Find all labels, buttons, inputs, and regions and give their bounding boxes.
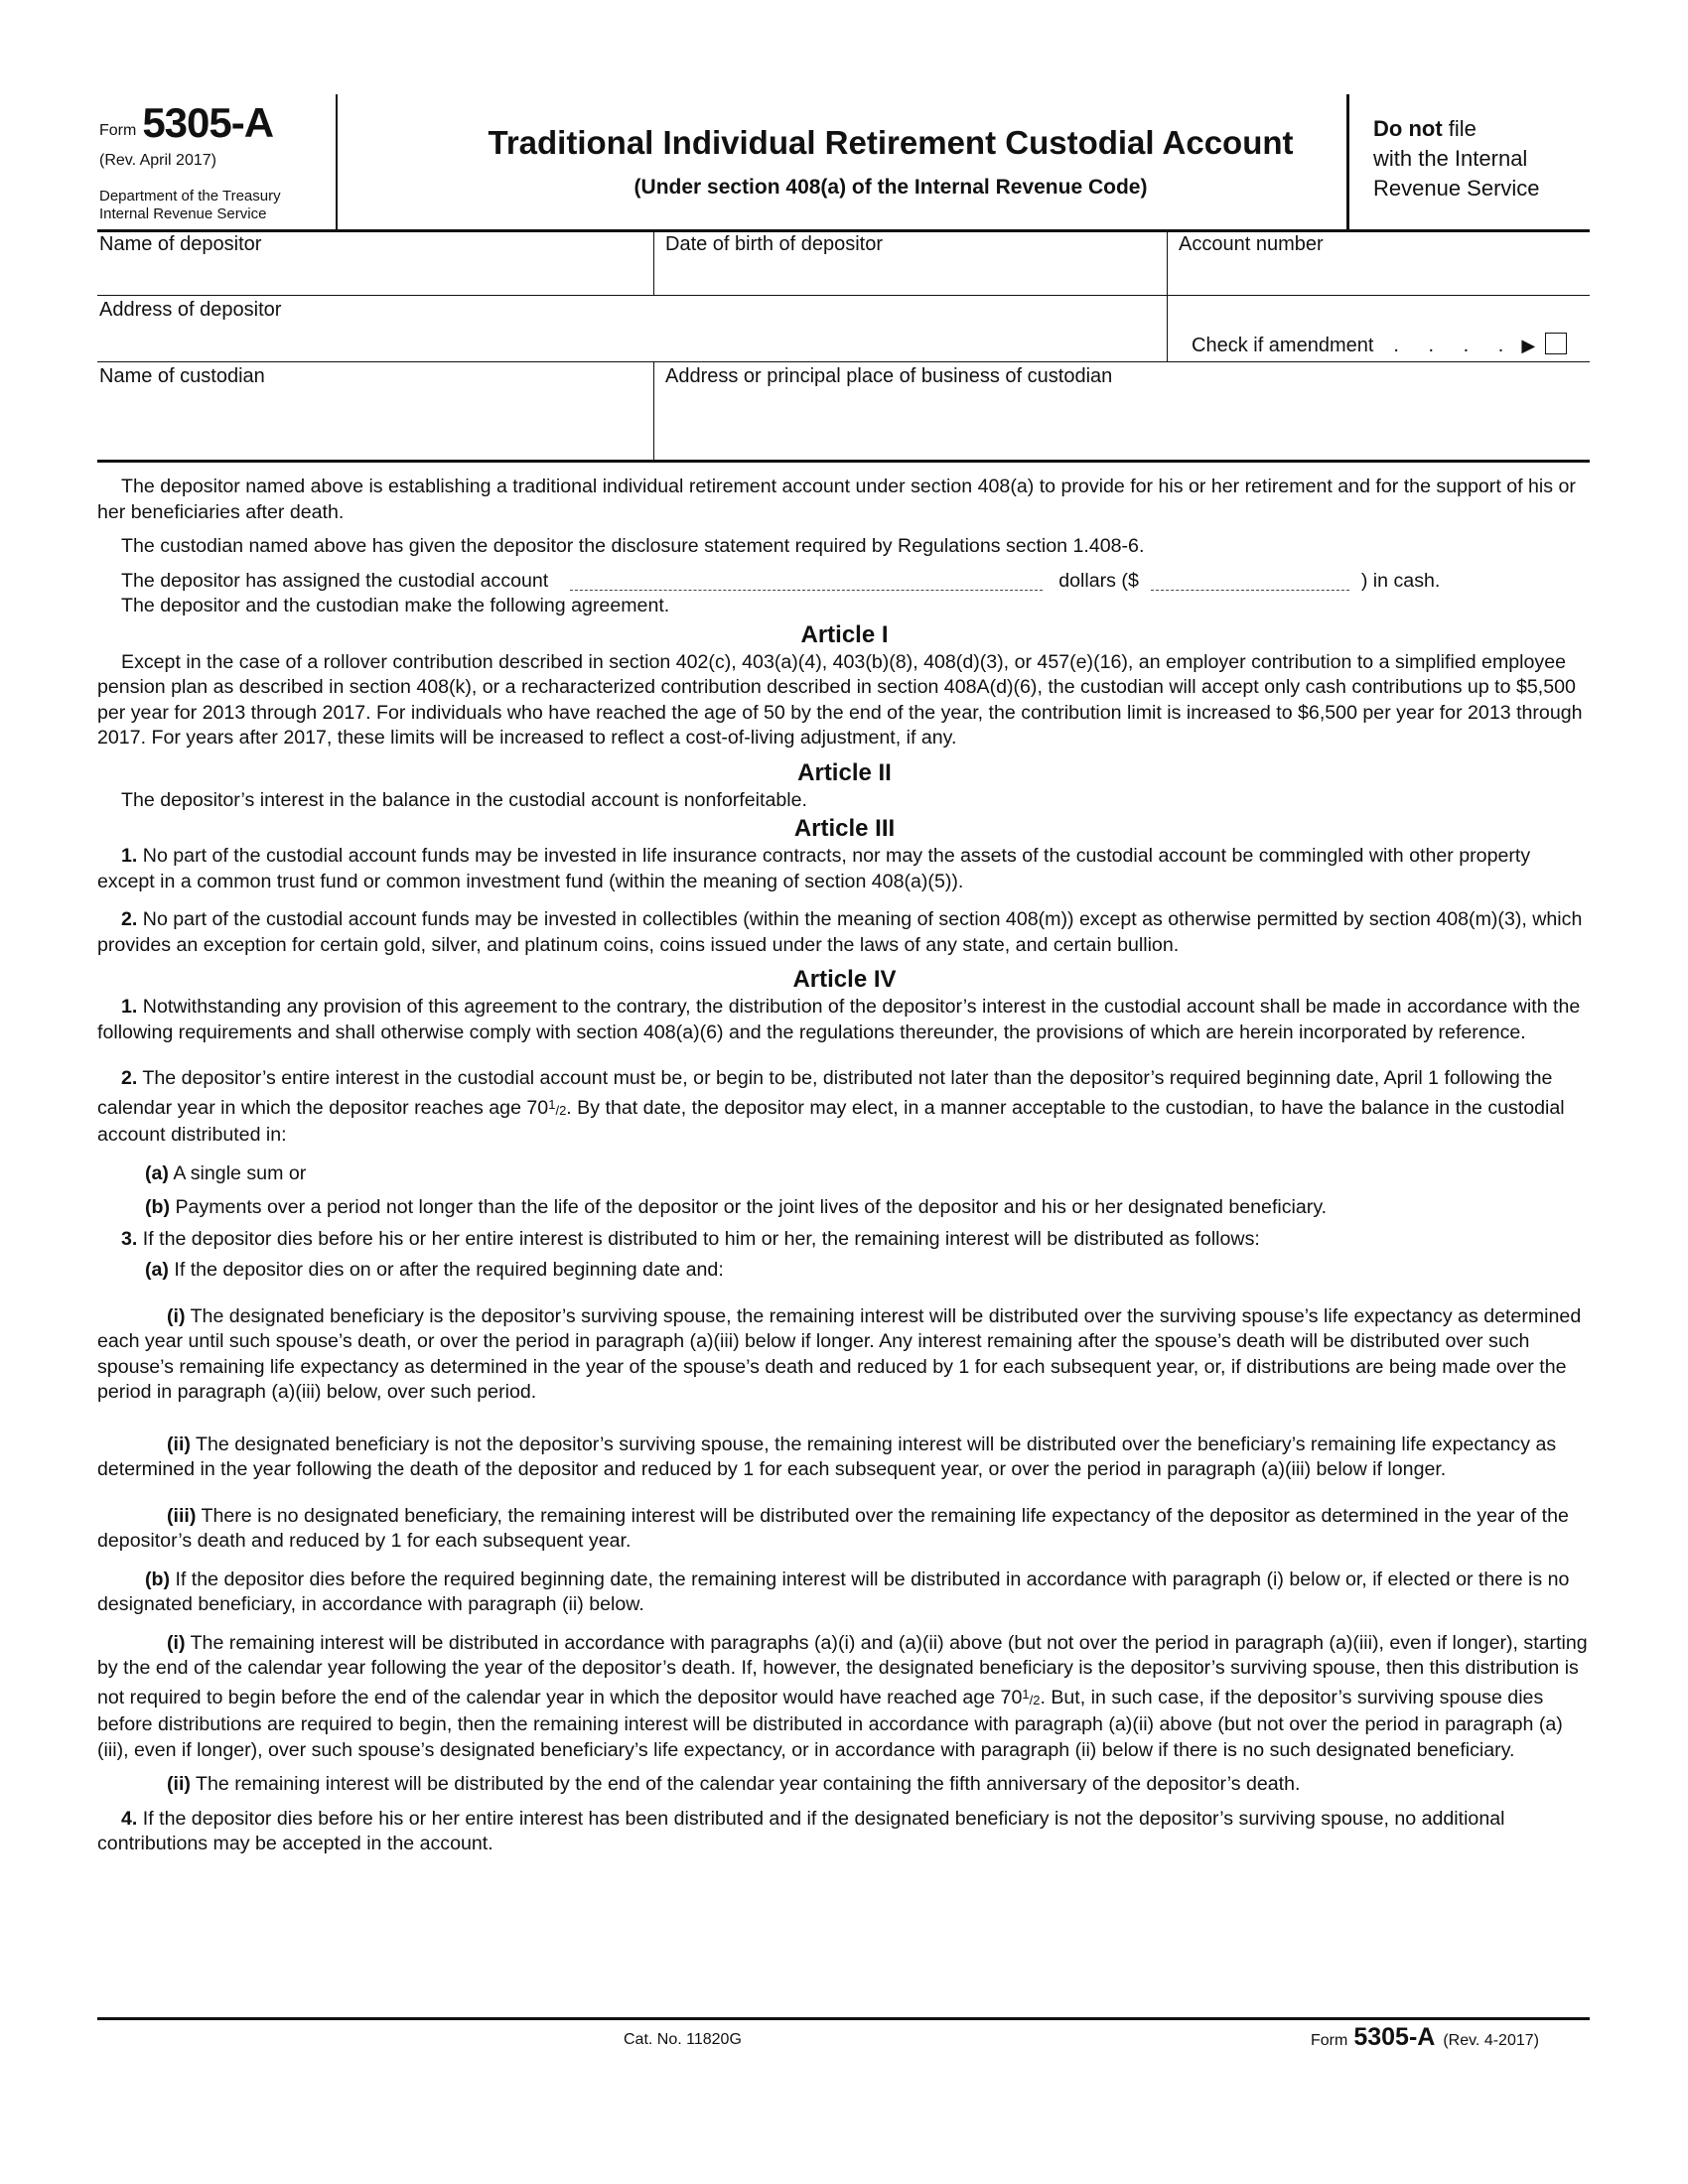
- custodian-address-field[interactable]: [663, 361, 1590, 460]
- article-4-paragraph-3: [97, 1227, 1592, 1253]
- form-title-block: [338, 94, 1444, 229]
- amendment-checkbox[interactable]: [1545, 333, 1567, 354]
- notice-line1: [1373, 114, 1590, 144]
- footer-rule: [97, 2017, 1590, 2020]
- leader-dots: . . . .: [1393, 335, 1516, 356]
- paragraph-3b-ii: [97, 1772, 1592, 1798]
- footer-form-number: 5305-A: [1353, 2023, 1436, 2051]
- notice-bold: Do not: [1373, 116, 1443, 141]
- option-label: (b): [145, 1196, 171, 1218]
- para-text: The depositor’s entire interest in the custodial account must be, or begin to be, distributed not later than the depositor’s required beginning date, April 1 following the calendar year in which the depositor reaches age 70: [97, 1067, 1553, 1119]
- intro-paragraph-2: The custodian named above has given the depositor the disclosure statement required by Regulations section 1.408-6.: [121, 535, 1145, 557]
- depositor-dob-field[interactable]: [663, 229, 1167, 295]
- assign-text: The depositor has assigned the custodial account: [121, 569, 549, 592]
- form-fields: [97, 229, 1590, 463]
- field-rule: [1167, 295, 1590, 296]
- paragraph-3b: [97, 1568, 1592, 1618]
- sub-label: (ii): [167, 1773, 191, 1795]
- depositor-name-label: Name of depositor: [99, 233, 262, 255]
- fraction-numerator: 1: [1022, 1686, 1030, 1702]
- option-label: (b): [145, 1568, 171, 1590]
- article-3-paragraph-1: [97, 844, 1592, 894]
- fraction-denominator: /2: [555, 1102, 567, 1118]
- option-b: [97, 1195, 1592, 1221]
- department-line2: Internal Revenue Service: [99, 205, 267, 222]
- form-word: Form: [99, 122, 137, 139]
- form-header: [97, 94, 1590, 232]
- sub-label: (i): [167, 1304, 186, 1327]
- department-line1: Department of the Treasury: [99, 188, 281, 205]
- dollars-words-input[interactable]: [570, 572, 1043, 591]
- sub-text: The remaining interest will be distributed by the end of the calendar year containing the fifth anniversary of the depositor’s death.: [190, 1773, 1301, 1795]
- article-4-paragraph-2: [97, 1066, 1592, 1149]
- intro-paragraph-4: The depositor and the custodian make the following agreement.: [121, 595, 670, 616]
- article-1-text: Except in the case of a rollover contribution described in section 402(c), 403(a)(4), 403(b)(8), 408(d)(3), or 457(e)(16), an employer contribution to a simplified employee pension plan as described in section 408(k), or a recharacterized contribution described in section 408A(d)(6), the custodian will accept only cash contributions up to $5,500 per year for 2013 through 2017. For individuals who have reached the age of 50 by the end of the year, the contribution limit is increased to $6,500 per year for 2013 through 2017. For years after 2017, these limits will be increased to reflect a cost-of-living adjustment, if any.: [97, 650, 1583, 749]
- form-number: 5305-A: [142, 99, 274, 146]
- account-number-label: Account number: [1179, 233, 1324, 255]
- department: [99, 188, 281, 223]
- custodian-address-label: Address or principal place of business of custodian: [665, 365, 1113, 387]
- filing-notice: [1346, 94, 1590, 229]
- para-number: 4.: [121, 1807, 138, 1830]
- para-number: 2.: [121, 1067, 138, 1089]
- arrow-right-icon: ▶: [1521, 336, 1536, 355]
- para-text: . By that date, the depositor may elect, in a manner acceptable to the custodian, to have the balance in the custodial account distributed in:: [97, 1096, 1565, 1146]
- paragraph-3a: [97, 1258, 1592, 1284]
- paragraph-3b-i: [97, 1631, 1592, 1764]
- article-4-paragraph-4: [97, 1807, 1592, 1857]
- account-number-field[interactable]: [1177, 229, 1590, 295]
- para-number: 3.: [121, 1227, 138, 1250]
- para-text: Notwithstanding any provision of this agreement to the contrary, the distribution of the depositor’s interest in the custodial account shall be made in accordance with the following requirements and shall otherwise comply with section 408(a)(6) and the regulations thereunder, the provisions of which are herein incorporated by reference.: [97, 996, 1581, 1043]
- sub-label: (iii): [167, 1504, 197, 1527]
- amendment-row: [1192, 333, 1567, 357]
- paragraph-3a-i: [97, 1304, 1592, 1406]
- notice-line3: Revenue Service: [1373, 176, 1540, 201]
- custodian-name-label: Name of custodian: [99, 365, 265, 387]
- article-2-text: The depositor’s interest in the balance in the custodial account is nonforfeitable.: [121, 788, 807, 811]
- sub-label: (i): [167, 1631, 186, 1654]
- para-number: 2.: [121, 908, 138, 930]
- field-divider: [653, 361, 654, 460]
- option-text: Payments over a period not longer than the life of the depositor or the joint lives of the depositor and his or her designated beneficiary.: [170, 1196, 1328, 1218]
- article-3-paragraph-2: [97, 907, 1592, 958]
- form-id-block: [97, 94, 338, 229]
- option-a: [97, 1161, 1592, 1187]
- sub-label: (ii): [167, 1433, 191, 1455]
- paragraph-3a-iii: [97, 1504, 1592, 1555]
- para-text: If the depositor dies before his or her entire interest has been distributed and if the designated beneficiary is not the depositor’s surviving spouse, no additional contributions may be accepted in the account.: [97, 1807, 1505, 1854]
- footer-form-word: Form: [1311, 2032, 1348, 2049]
- form-number-line: [99, 99, 273, 147]
- option-text: If the depositor dies before the required beginning date, the remaining interest will be distributed in accordance with paragraph (i) below or, if elected or there is no designated beneficiary, in accordance with paragraph (ii) below.: [97, 1568, 1570, 1615]
- form-subtitle: (Under section 408(a) of the Internal Revenue Code): [633, 176, 1148, 199]
- para-number: 1.: [121, 845, 138, 867]
- para-text: No part of the custodial account funds may be invested in collectibles (within the meaning of section 408(m)) except as otherwise permitted by section 408(m)(3), which provides an exception for certain gold, silver, and platinum coins, coins issued under the laws of any state, and certain bullion.: [97, 908, 1583, 956]
- sub-text: The designated beneficiary is the depositor’s surviving spouse, the remaining interest will be distributed over the surviving spouse’s life expectancy as determined each year until such spouse’s death, or over the period in paragraph (a)(iii) below if longer. Any interest remaining after the spouse’s death will be distributed over such spouse’s remaining life expectancy as determined in the year of the spouse’s death and reduced by 1 for each subsequent year, or, if distributions are being made over the period in paragraph (a)(iii) below, over such period.: [97, 1304, 1582, 1403]
- form-title: Traditional Individual Retirement Custodial Account: [488, 124, 1294, 161]
- fraction-denominator: /2: [1029, 1692, 1041, 1707]
- sub-text: There is no designated beneficiary, the remaining interest will be distributed over the remaining life expectancy of the depositor as determined in the year of the depositor’s death and reduced by 1 for each subsequent year.: [97, 1504, 1569, 1552]
- depositor-address-field[interactable]: [97, 295, 1167, 361]
- notice-line2: with the Internal: [1373, 146, 1528, 171]
- article-4-paragraph-1: [97, 995, 1592, 1045]
- footer-revision: (Rev. 4-2017): [1443, 2032, 1539, 2049]
- intro-paragraph-3: [97, 569, 1592, 595]
- para-text: No part of the custodial account funds may be invested in life insurance contracts, nor may the assets of the custodial account be commingled with other property except in a common trust fund or common investment fund (within the meaning of section 408(a)(5)).: [97, 845, 1531, 892]
- article-4-heading: Article IV: [792, 966, 897, 993]
- article-1-heading: Article I: [800, 620, 889, 648]
- article-3-heading: Article III: [793, 815, 896, 842]
- amendment-label: Check if amendment: [1192, 335, 1374, 356]
- article-2-heading: Article II: [797, 758, 892, 786]
- depositor-dob-label: Date of birth of depositor: [665, 233, 884, 255]
- fraction-numerator: 1: [548, 1096, 556, 1112]
- footer-form-id: [1311, 2023, 1539, 2052]
- option-label: (a): [145, 1259, 169, 1281]
- para-text: If the depositor dies before his or her entire interest is distributed to him or her, the remaining interest will be distributed as follows:: [137, 1227, 1260, 1250]
- agreement-body: [97, 475, 1592, 1857]
- custodian-name-field[interactable]: [97, 361, 653, 460]
- dollars-amount-input[interactable]: [1151, 572, 1349, 591]
- paragraph-3a-ii: [97, 1433, 1592, 1483]
- option-text: If the depositor dies on or after the required beginning date and:: [168, 1259, 724, 1281]
- sub-text: The remaining interest will be distributed in accordance with paragraphs (a)(i) and (a)(ii) above (but not over the period in paragraph (a)(iii), even if longer), starting by the end of the calendar year following the year of the depositor’s death. If, however, the designated beneficiary is the depositor’s surviving spouse, then this distribution is not required to begin before the end of the calendar year in which the depositor would have reached age 70: [97, 1631, 1588, 1708]
- intro-paragraph-1: The depositor named above is establishing a traditional individual retirement account under section 408(a) to provide for his or her retirement and for the support of his or her beneficiaries after death.: [97, 476, 1576, 523]
- field-divider: [653, 229, 654, 295]
- form-revision: (Rev. April 2017): [99, 152, 216, 169]
- option-text: A single sum or: [168, 1161, 307, 1184]
- catalog-number: Cat. No. 11820G: [624, 2031, 742, 2048]
- in-cash-text: ) in cash.: [1360, 569, 1441, 592]
- dollars-text: dollars ($: [1058, 569, 1139, 592]
- option-label: (a): [145, 1161, 169, 1184]
- sub-text: The designated beneficiary is not the depositor’s surviving spouse, the remaining interest will be distributed over the beneficiary’s remaining life expectancy as determined in the year following the death of the depositor and reduced by 1 for each subsequent year, or over the period in paragraph (a)(iii) below if longer.: [97, 1433, 1557, 1480]
- depositor-name-field[interactable]: [97, 229, 653, 295]
- para-number: 1.: [121, 996, 138, 1018]
- notice-rest: file: [1442, 116, 1477, 141]
- depositor-address-label: Address of depositor: [99, 299, 282, 321]
- sub-text: . But, in such case, if the depositor’s surviving spouse dies before distributions are required to begin, then the remaining interest will be distributed in accordance with paragraph (a)(ii) above (but not over the period in paragraph (a)(iii), even if longer), over such spouse’s designated beneficiary’s life expectancy, or in accordance with paragraph (ii) below if there is no such designated beneficiary.: [97, 1686, 1563, 1761]
